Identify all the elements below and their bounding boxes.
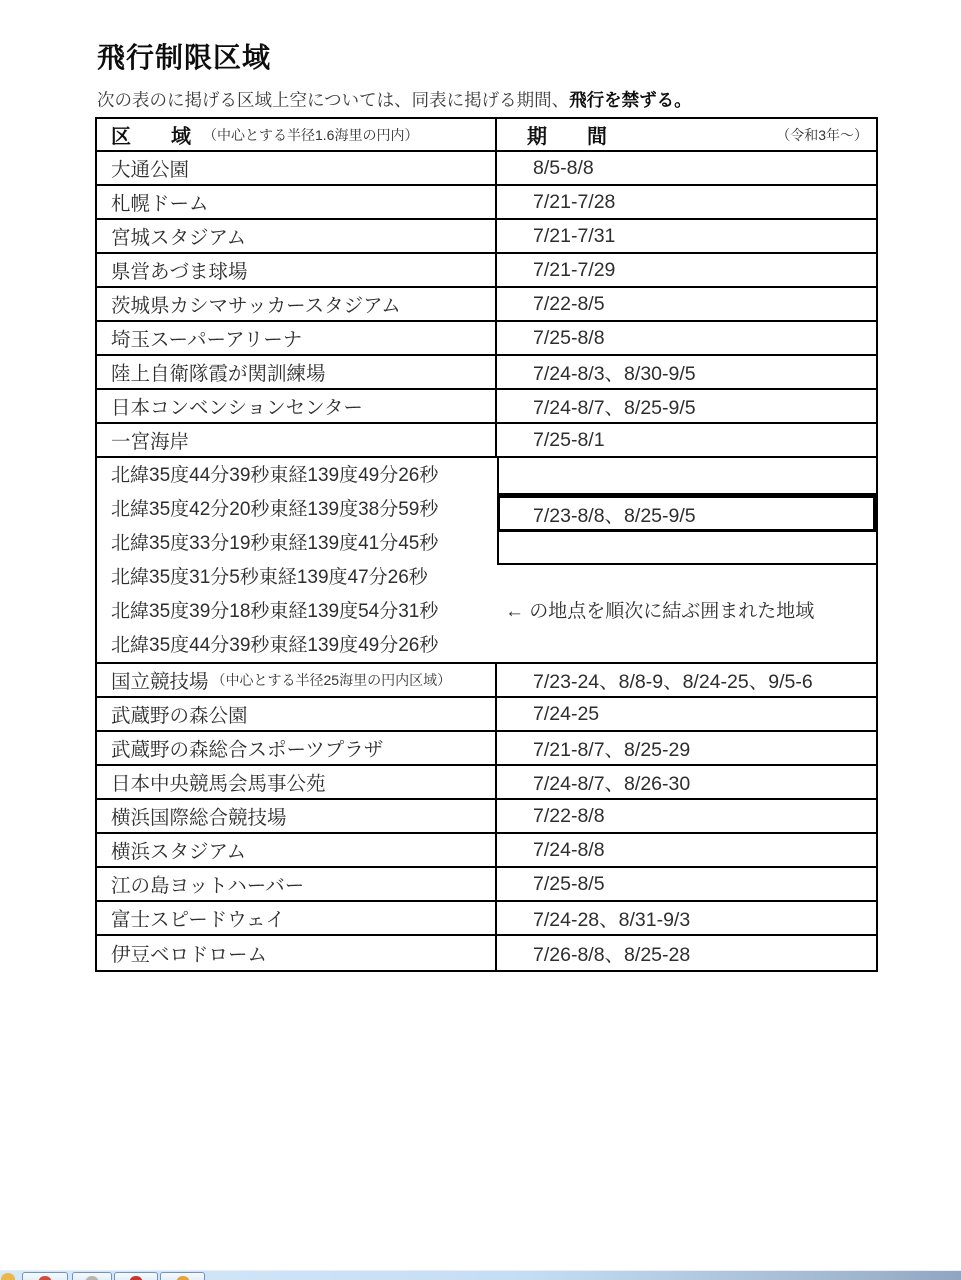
area-name: 大通公園: [111, 159, 190, 181]
period-cell: 7/21-8/7、8/25-29: [533, 739, 691, 761]
app-red2-icon: [130, 1276, 143, 1280]
start-icon[interactable]: [1, 1273, 15, 1280]
area-cell: [97, 152, 497, 184]
area-name: 武蔵野の森総合スポーツプラザ: [111, 739, 384, 761]
table-row: [97, 356, 876, 390]
period-cell: 7/24-8/8: [533, 838, 605, 861]
area-name: 宮城スタジアム: [111, 227, 247, 249]
taskbar: [0, 1270, 961, 1280]
app-red-icon: [39, 1276, 52, 1280]
area-name: 日本コンベンションセンター: [111, 397, 363, 419]
area-name: 富士スピードウェイ: [111, 909, 285, 931]
flight-restriction-table: [95, 117, 878, 972]
coordinates-period-value: 7/23-8/8、8/25-9/5: [533, 504, 696, 527]
area-name: 横浜スタジアム: [111, 841, 247, 863]
period-column-header: [497, 119, 876, 150]
area-cell: [97, 766, 497, 798]
area-cell: [97, 254, 497, 286]
period-cell: 7/21-7/31: [533, 224, 616, 247]
app-orange-icon: [176, 1276, 189, 1280]
table-row: [97, 288, 876, 322]
table-row: [97, 936, 876, 970]
taskbar-button[interactable]: [72, 1272, 112, 1280]
area-name: 県営あづま球場: [111, 261, 248, 283]
table-row: [97, 902, 876, 936]
area-cell: [97, 356, 497, 388]
area-cell: [97, 902, 497, 934]
table-row: [97, 664, 876, 698]
coordinates-row: [97, 458, 876, 664]
table-row: [97, 254, 876, 288]
period-cell: 7/24-8/7、8/26-30: [533, 773, 691, 795]
area-name: 茨城県カシマサッカースタジアム: [111, 295, 401, 317]
taskbar-button[interactable]: [160, 1272, 205, 1280]
intro-normal-text: 次の表のに掲げる区域上空については、同表に掲げる期間、: [97, 90, 570, 110]
period-cell: 7/24-8/3、8/30-9/5: [533, 363, 696, 385]
table-rows-lower: [97, 664, 876, 970]
period-cell: 7/24-28、8/31-9/3: [533, 909, 691, 931]
area-name: 江の島ヨットハーバー: [111, 875, 305, 897]
area-header-note: （中心とする半径1.6海里の円内）: [203, 126, 419, 143]
coordinate-line: 北緯35度42分20秒東経139度38分59秒: [111, 499, 439, 520]
period-cell: 8/5-8/8: [533, 156, 594, 179]
area-cell: [97, 732, 497, 764]
table-row: [97, 732, 876, 766]
area-cell: [97, 834, 497, 866]
area-name: 陸上自衛隊霞が関訓練場: [111, 363, 326, 385]
table-row: [97, 834, 876, 868]
table-row: [97, 800, 876, 834]
area-name: 埼玉スーパーアリーナ: [111, 329, 303, 351]
table-row: [97, 698, 876, 732]
highlighted-period-box: [497, 495, 876, 532]
period-cell: 7/22-8/5: [533, 292, 605, 315]
coordinate-line: 北緯35度44分39秒東経139度49分26秒: [111, 465, 439, 486]
area-name: 武蔵野の森公園: [111, 705, 248, 727]
period-cell: 7/21-7/28: [533, 190, 616, 213]
area-cell: [97, 322, 497, 354]
area-note: （中心とする半径25海里の円内区域）: [211, 672, 452, 688]
table-row: [97, 868, 876, 902]
area-name: 国立競技場: [111, 671, 209, 693]
area-cell: [97, 186, 497, 218]
coordinates-list: [97, 458, 497, 662]
period-cell: 7/25-8/8: [533, 326, 605, 349]
period-cell: 7/26-8/8、8/25-28: [533, 944, 691, 966]
table-row: [97, 220, 876, 254]
area-column-header: [97, 119, 497, 150]
period-cell: 7/25-8/5: [533, 872, 605, 895]
empty-cell-bottom: [497, 532, 876, 565]
intro-text: [97, 87, 692, 112]
area-cell: [97, 800, 497, 832]
coordinate-line: 北緯35度33分19秒東経139度41分45秒: [111, 533, 439, 554]
area-cell: [97, 664, 497, 696]
coordinate-line: 北緯35度39分18秒東経139度54分31秒: [111, 601, 439, 622]
area-cell: [97, 424, 497, 456]
area-name: 日本中央競馬会馬事公苑: [111, 773, 326, 795]
coordinate-line: 北緯35度31分5秒東経139度47分26秒: [111, 567, 428, 588]
period-cell: 7/22-8/8: [533, 804, 605, 827]
period-header-label: 期 間: [527, 126, 607, 148]
table-rows-upper: [97, 152, 876, 458]
period-cell: 7/24-8/7、8/25-9/5: [533, 397, 696, 419]
area-name: 一宮海岸: [111, 431, 190, 453]
area-cell: [97, 390, 497, 422]
table-row: [97, 766, 876, 800]
period-cell: 7/25-8/1: [533, 428, 605, 451]
table-row: [97, 186, 876, 220]
coordinates-period-cell: [497, 458, 876, 662]
table-row: [97, 152, 876, 186]
area-cell: [97, 288, 497, 320]
period-cell: 7/23-24、8/8-9、8/24-25、9/5-6: [533, 671, 813, 693]
area-cell: [97, 220, 497, 252]
intro-bold-text: 飛行を禁ずる。: [569, 90, 692, 110]
period-cell: 7/24-25: [533, 702, 600, 725]
taskbar-button[interactable]: [114, 1272, 158, 1280]
table-row: [97, 424, 876, 458]
table-row: [97, 322, 876, 356]
area-cell: [97, 936, 497, 970]
coordinates-note: ← の地点を順次に結ぶ囲まれた地域: [505, 601, 815, 622]
table-row: [97, 390, 876, 424]
table-header-row: [97, 119, 876, 152]
area-header-label: 区 域: [111, 126, 191, 148]
area-name: 札幌ドーム: [111, 193, 209, 215]
page-title: 飛行制限区域: [97, 42, 272, 73]
area-cell: [97, 868, 497, 900]
period-cell: 7/21-7/29: [533, 258, 616, 281]
app-gray-icon: [86, 1276, 99, 1280]
period-header-note: （令和3年～）: [776, 126, 868, 143]
coordinate-line: 北緯35度44分39秒東経139度49分26秒: [111, 635, 439, 656]
taskbar-button[interactable]: [22, 1272, 68, 1280]
empty-cell-top: [497, 458, 876, 495]
area-name: 伊豆ベロドローム: [111, 944, 268, 966]
area-name: 横浜国際総合競技場: [111, 807, 287, 829]
area-cell: [97, 698, 497, 730]
